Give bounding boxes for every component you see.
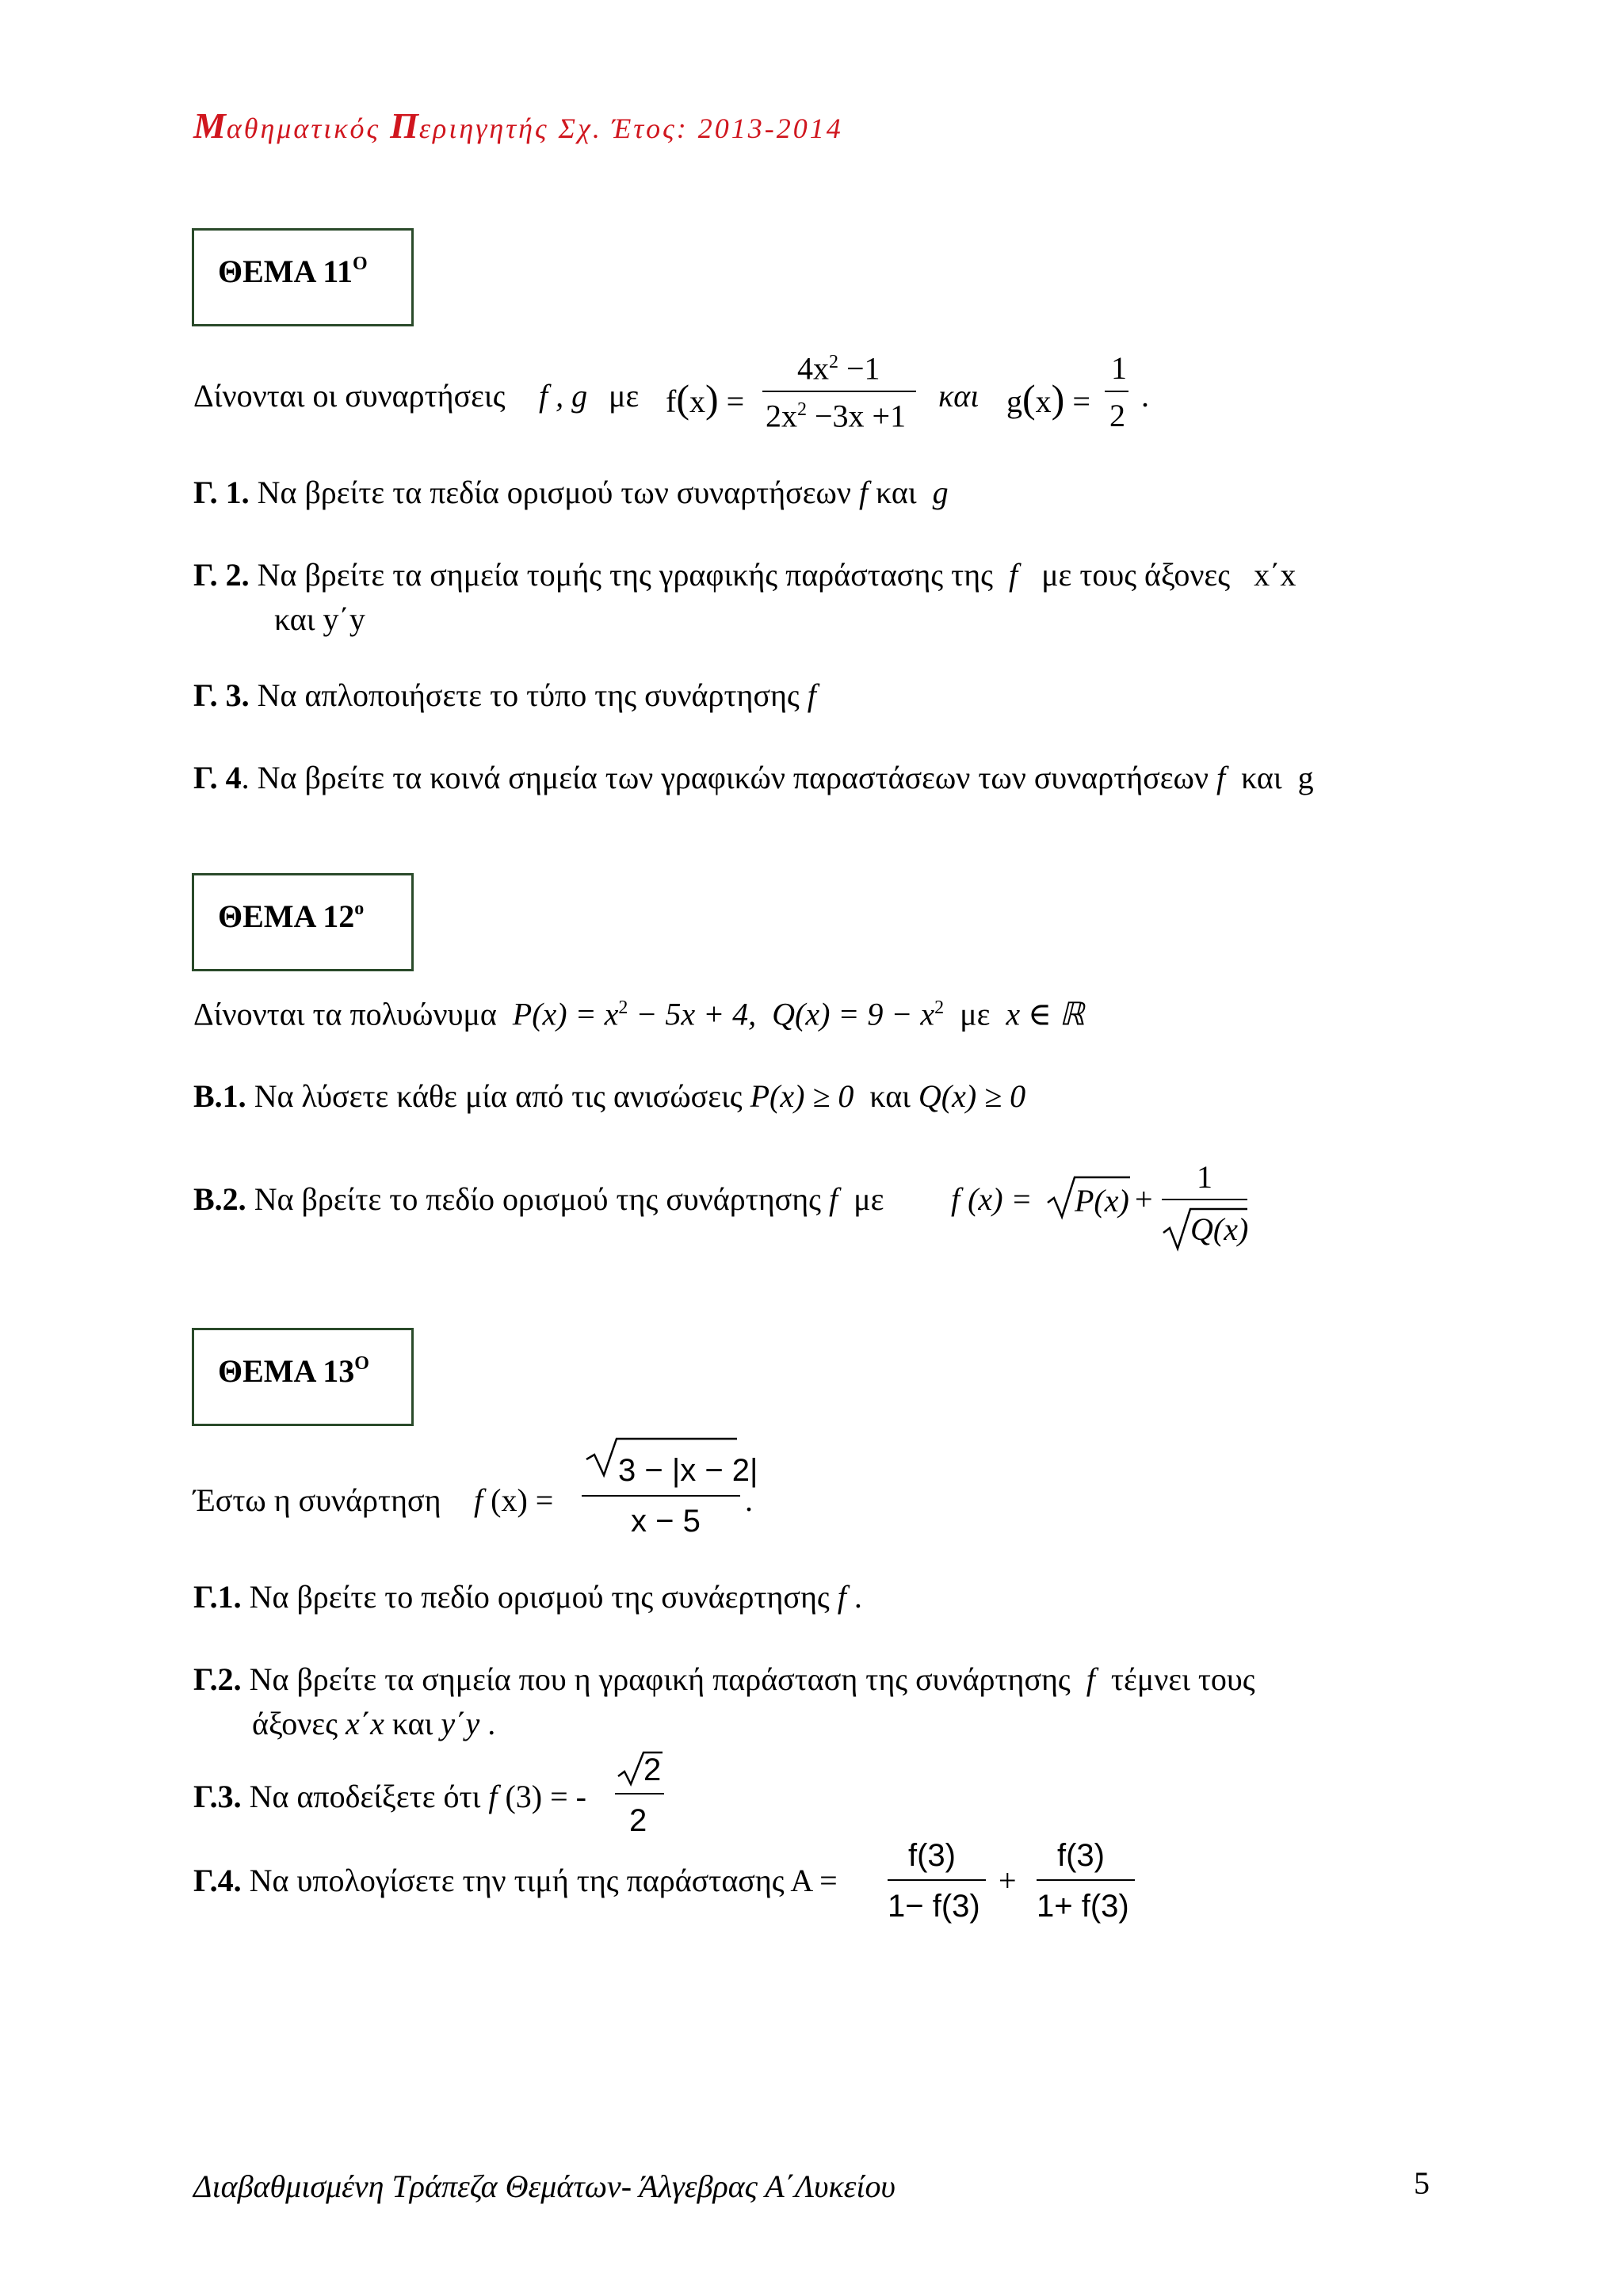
g4-plus: +: [999, 1863, 1017, 1898]
b2-lhs: f (x) =: [951, 1181, 1033, 1217]
running-footer: Διαβαθμισμένη Τράπεζα Θεμάτων- Άλγεβρας Α΄Λυκείου: [193, 2168, 896, 2204]
header-initial-1: Μ: [193, 105, 227, 146]
g4-fraction-bar-2: [1037, 1879, 1135, 1881]
page-number: 5: [1414, 2165, 1430, 2201]
theme-11-item-1: Γ. 1. Να βρείτε τα πεδία ορισμού των συναρτήσεων f και g: [193, 475, 949, 510]
g-numerator: 1: [1111, 350, 1127, 386]
g4-denominator-2: 1+ f(3): [1037, 1889, 1129, 1924]
theme-11-intro: Δίνονται οι συναρτήσεις: [193, 378, 506, 414]
theme-11-dot: .: [1141, 378, 1149, 414]
theme-12-item-1: Β.1. Να λύσετε κάθε μία από τις ανισώσεις P(x) ≥ 0 και Q(x) ≥ 0: [193, 1078, 1026, 1114]
g4-numerator-1: f(3): [908, 1838, 956, 1873]
g3-denominator: 2: [629, 1803, 647, 1838]
theme-13-dot: .: [745, 1482, 753, 1518]
theme-11-me: με: [609, 378, 640, 414]
theme-13-item-3: Γ.3. Να αποδείξετε ότι f (3) = -: [193, 1779, 587, 1814]
theme-11-title: ΘΕΜΑ $11^O$: [218, 254, 368, 289]
theme-11-kai: και: [938, 378, 980, 414]
g-definition-lhs: g(x) =: [1006, 376, 1090, 421]
theme-12-title: ΘΕΜΑ $12^o$: [218, 898, 365, 934]
theme-13-item-4: Γ.4. Να υπολογίσετε την τιμή της παράστασης Α =: [193, 1863, 838, 1898]
header-text-1: αθηματικός: [226, 113, 391, 144]
b2-plus: +: [1135, 1181, 1153, 1217]
theme-13-f-lhs: f (x) =: [474, 1482, 554, 1518]
theme-11-fg: f , g: [539, 378, 588, 414]
g4-numerator-2: f(3): [1057, 1838, 1105, 1873]
f-numerator: $4x^2 -1$: [797, 350, 880, 387]
g4-denominator-1: 1− f(3): [888, 1889, 980, 1924]
theme-13-numerator: 3 − |x − 2|: [618, 1453, 758, 1488]
theme-13-intro: Έστω η συνάρτηση: [193, 1482, 441, 1518]
g4-fraction-bar-1: [888, 1879, 986, 1881]
theme-12-intro: Δίνονται τα πολυώνυμα $P(x) = x^2 - 5x + 4$, $Q(x) = 9 - x^2$ με x ∈ ℝ: [193, 996, 1085, 1032]
theme-12-item-2: Β.2. Να βρείτε το πεδίο ορισμού της συνάρτησης f με: [193, 1181, 884, 1217]
header-text-2: εριηγητής Σχ. Έτος: 2013-2014: [418, 113, 843, 144]
theme-11-item-2-line-2: και y΄y: [274, 601, 365, 637]
theme-13-item-2-line-2: άξονες x΄x και y΄y .: [252, 1706, 496, 1741]
f-definition-lhs: f(x) =: [666, 376, 745, 421]
theme-11-item-2: Γ. 2. Να βρείτε τα σημεία τομής της γραφικής παράστασης της f με τους άξονες x΄x: [193, 557, 1296, 593]
theme-11-item-4: Γ. 4. Να βρείτε τα κοινά σημεία των γραφικών παραστάσεων των συναρτήσεων f και g: [193, 760, 1314, 795]
b2-radicand-P: P(x): [1075, 1183, 1129, 1219]
theme-13-denominator: x − 5: [631, 1504, 701, 1539]
b2-radicand-Q: Q(x): [1190, 1211, 1249, 1247]
theme-11-item-3: Γ. 3. Να απλοποιήσετε το τύπο της συνάρτησης f: [193, 677, 816, 713]
theme-13-title: ΘΕΜΑ $13^O$: [218, 1353, 369, 1389]
g3-numerator: 2: [643, 1753, 662, 1787]
theme-13-item-2: Γ.2. Να βρείτε τα σημεία που η γραφική παράσταση της συνάρτησης f τέμνει τους: [193, 1661, 1255, 1697]
header-initial-2: Π: [390, 105, 419, 146]
theme-13-item-1: Γ.1. Να βρείτε το πεδίο ορισμού της συνάερτησης f .: [193, 1579, 862, 1615]
g-denominator: 2: [1109, 398, 1125, 433]
b2-numerator: 1: [1197, 1159, 1212, 1195]
f-denominator: $2x^2 -3x +1$: [766, 398, 907, 434]
